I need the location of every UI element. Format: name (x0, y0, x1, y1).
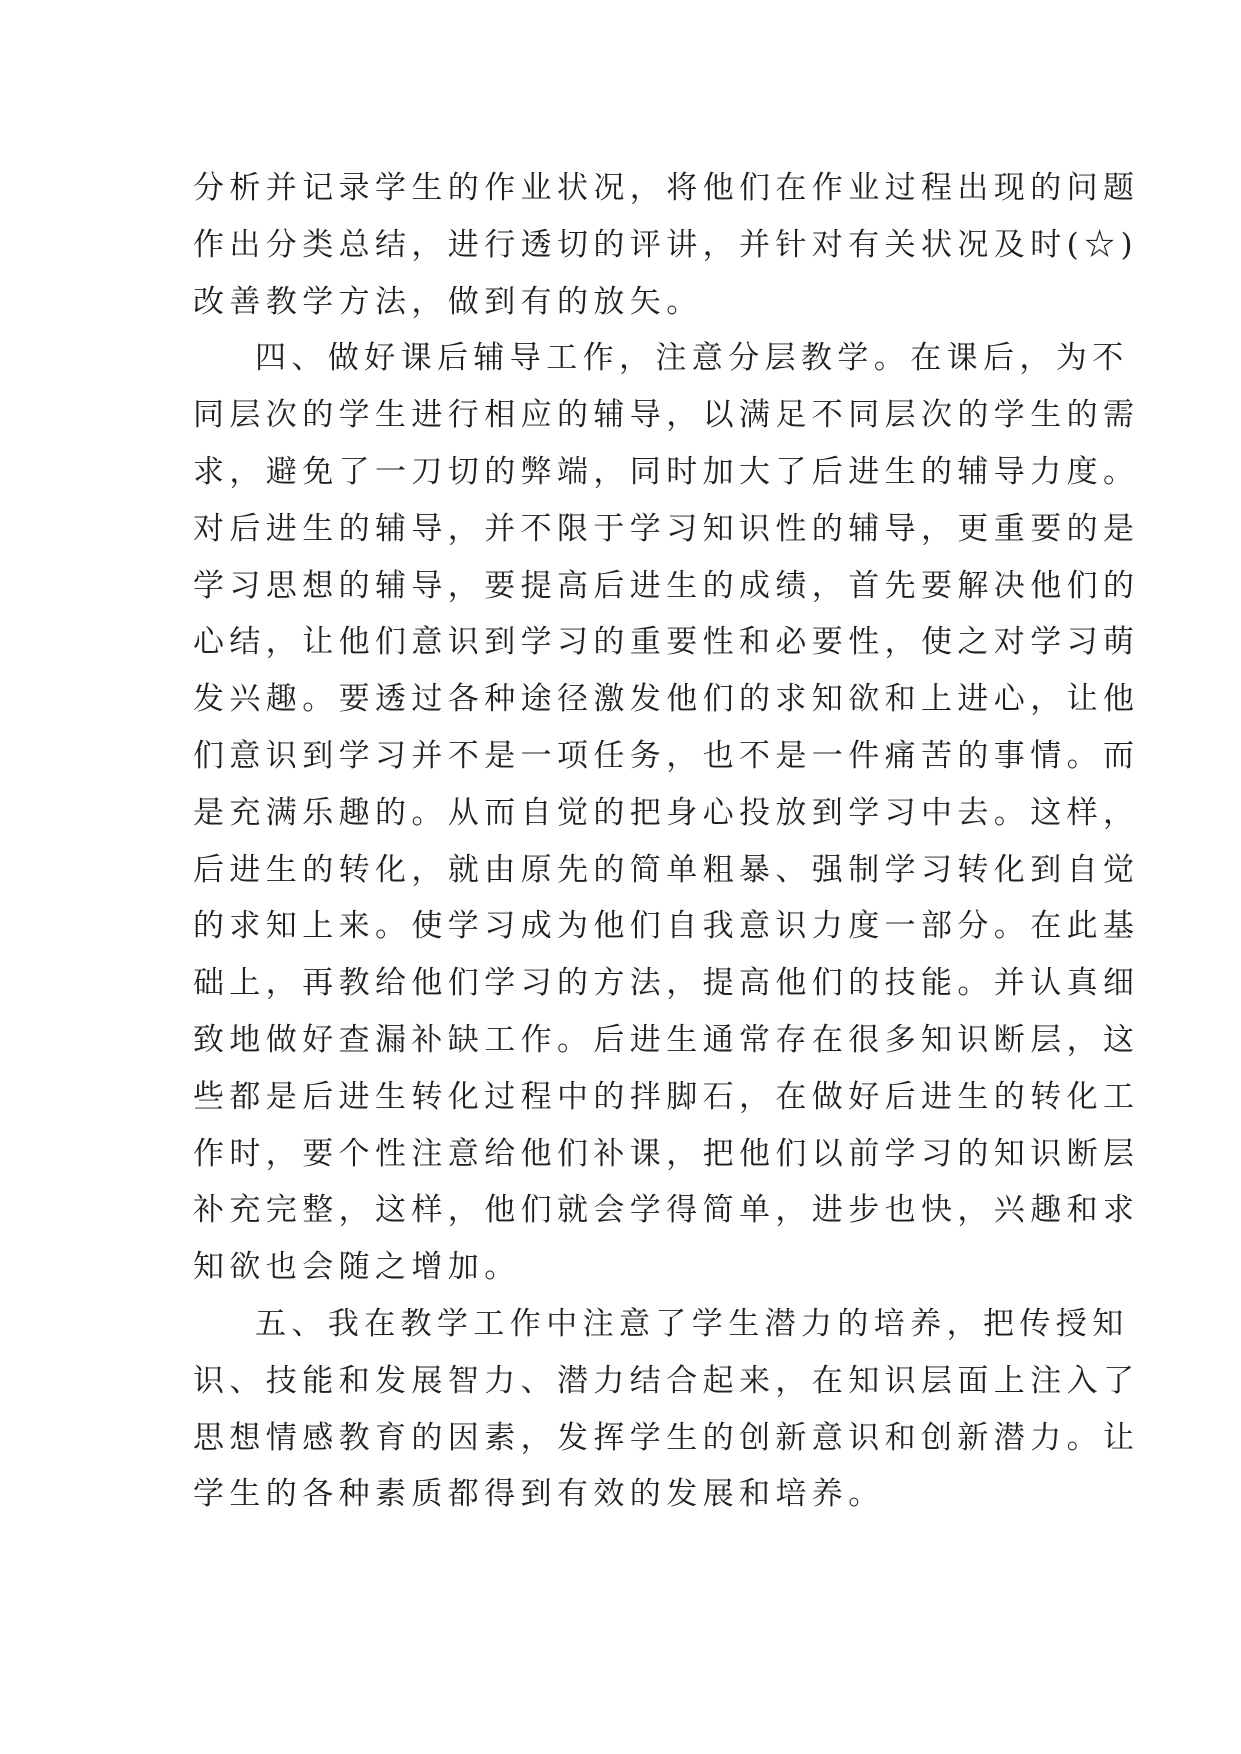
text-line: 思想情感教育的因素，发挥学生的创新意识和创新潜力。让 (193, 1419, 1140, 1456)
text-line: 对后进生的辅导，并不限于学习知识性的辅导，更重要的是 (193, 510, 1140, 547)
text-line: 后进生的转化，就由原先的简单粗暴、强制学习转化到自觉 (193, 851, 1140, 888)
text-line: 改善教学方法，做到有的放矢。 (193, 283, 703, 320)
text-line: 是充满乐趣的。从而自觉的把身心投放到学习中去。这样， (193, 794, 1140, 831)
text-line: 补充完整，这样，他们就会学得简单，进步也快，兴趣和求 (193, 1192, 1140, 1229)
text-line: 作时，要个性注意给他们补课，把他们以前学习的知识断层 (193, 1135, 1140, 1172)
text-line: 学习思想的辅导，要提高后进生的成绩，首先要解决他们的 (193, 567, 1140, 604)
text-line: 四、做好课后辅导工作，注意分层教学。在课后，为不 (255, 340, 1129, 377)
text-line: 发兴趣。要透过各种途径激发他们的求知欲和上进心，让他 (193, 681, 1140, 718)
text-line: 的求知上来。使学习成为他们自我意识力度一部分。在此基 (193, 908, 1140, 945)
text-line: 学生的各种素质都得到有效的发展和培养。 (193, 1476, 885, 1513)
text-line: 础上，再教给他们学习的方法，提高他们的技能。并认真细 (193, 965, 1140, 1002)
text-line: 识、技能和发展智力、潜力结合起来，在知识层面上注入了 (193, 1362, 1140, 1399)
text-line: 们意识到学习并不是一项任务，也不是一件痛苦的事情。而 (193, 737, 1140, 774)
text-line: 作出分类总结，进行透切的评讲，并针对有关状况及时(☆) (193, 226, 1138, 263)
text-line: 些都是后进生转化过程中的拌脚石，在做好后进生的转化工 (193, 1078, 1140, 1115)
paragraph-four (193, 330, 1140, 1296)
text-line: 同层次的学生进行相应的辅导，以满足不同层次的学生的需 (193, 397, 1140, 434)
paragraph-five (193, 1296, 1140, 1523)
text-line: 心结，让他们意识到学习的重要性和必要性，使之对学习萌 (193, 624, 1140, 661)
body-text (193, 160, 1140, 1523)
text-line: 分析并记录学生的作业状况，将他们在作业过程出现的问题 (193, 170, 1140, 206)
text-line: 致地做好查漏补缺工作。后进生通常存在很多知识断层，这 (193, 1021, 1140, 1058)
text-line: 五、我在教学工作中注意了学生潜力的培养，把传授知 (255, 1305, 1129, 1342)
text-line: 知欲也会随之增加。 (193, 1249, 521, 1286)
text-line: 求，避免了一刀切的弊端，同时加大了后进生的辅导力度。 (193, 453, 1140, 490)
paragraph-continuation (193, 160, 1140, 330)
